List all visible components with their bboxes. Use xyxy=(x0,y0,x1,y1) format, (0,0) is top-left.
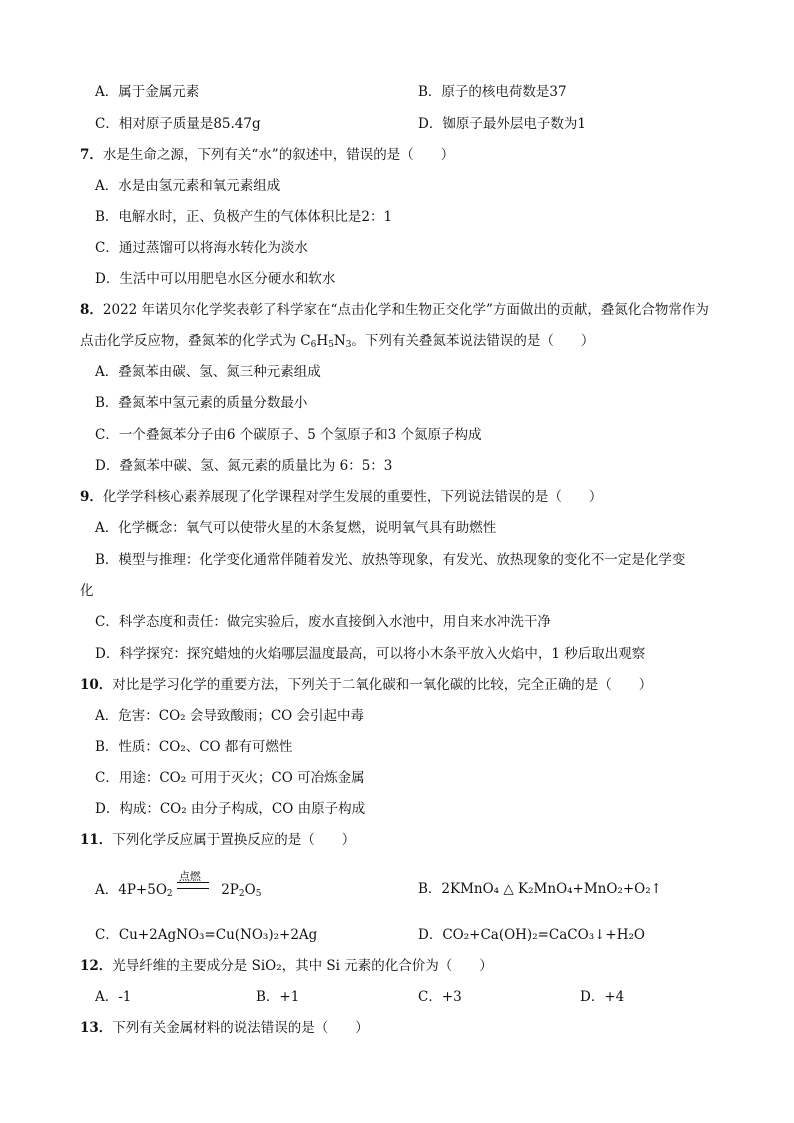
q11-number: 11． xyxy=(80,832,113,848)
q11-a-product-sub2: 5 xyxy=(255,889,262,899)
q10-number: 10． xyxy=(80,677,113,693)
q9-stem xyxy=(80,488,602,506)
q12-option-b: B．+1 xyxy=(256,989,300,1005)
q7-number: 7． xyxy=(80,147,103,163)
q8-option-b: B．叠氮苯中氢元素的质量分数最小 xyxy=(95,395,308,411)
q9-option-c: C．科学态度和责任：做完实验后，废水直接倒入水池中，用自来水冲洗干净 xyxy=(95,614,551,630)
q7-stem-text: 水是生命之源，下列有关“水”的叙述中，错误的是（ ） xyxy=(102,147,455,163)
q12-number: 12． xyxy=(80,958,113,974)
q12-stem xyxy=(80,957,493,975)
q10-stem-text: 对比是学习化学的重要方法，下列关于二氧化碳和一氧化碳的比较，完全正确的是（ ） xyxy=(112,677,653,693)
q8-stem-text2a: 点击化学反应物，叠氮苯的化学式为 C xyxy=(80,333,311,349)
q8-option-c: C．一个叠氮苯分子由6 个碳原子、5 个氢原子和3 个氮原子构成 xyxy=(95,427,482,443)
q9-option-d: D．科学探究：探究蜡烛的火焰哪层温度最高，可以将小木条平放入火焰中，1 秒后取出观察 xyxy=(95,646,646,662)
q8-option-a: A．叠氮苯由碳、氢、氮三种元素组成 xyxy=(95,364,321,380)
q8-stem-text2b: 。下列有关叠氮苯说法错误的是（ ） xyxy=(351,333,595,349)
q8-formula-n: N xyxy=(333,333,346,349)
q10-stem xyxy=(80,676,652,694)
q11-a-condition-arrow xyxy=(177,870,217,894)
q6-option-b: B．原子的核电荷数是37 xyxy=(418,84,567,100)
q10-option-d: D．构成：CO₂ 由分子构成，CO 由原子构成 xyxy=(95,801,366,817)
q11-a-product: 2P xyxy=(221,882,239,898)
q11-option-a xyxy=(95,870,262,899)
q11-option-d: D．CO₂+Ca(OH)₂=CaCO₃↓+H₂O xyxy=(418,927,645,943)
q13-stem xyxy=(80,1019,369,1037)
q11-a-sub: 2 xyxy=(166,889,173,899)
q11-a-reactants: A．4P+5O xyxy=(95,882,167,898)
q12-option-c: C．+3 xyxy=(418,989,462,1005)
q6-option-a: A．属于金属元素 xyxy=(95,84,200,100)
q11-stem-text: 下列化学反应属于置换反应的是（ ） xyxy=(112,832,356,848)
q12-option-a: A．-1 xyxy=(95,989,132,1005)
q10-option-a: A．危害：CO₂ 会导致酸雨；CO 会引起中毒 xyxy=(95,708,365,724)
q11-stem xyxy=(80,831,355,849)
q9-number: 9． xyxy=(80,489,103,505)
q13-number: 13． xyxy=(80,1020,113,1036)
q9-option-b-line2: 化 xyxy=(80,583,94,599)
q8-stem-line1 xyxy=(80,301,709,319)
q8-stem-text1: 2022 年诺贝尔化学奖表彰了科学家在“点击化学和生物正交化学”方面做出的贡献，叠氮化合物常作为 xyxy=(102,302,709,318)
q7-option-a: A．水是由氢元素和氧元素组成 xyxy=(95,178,281,194)
q11-a-product-sub1: 2 xyxy=(238,889,245,899)
q12-stem-text: 光导纤维的主要成分是 SiO₂，其中 Si 元素的化合价为（ ） xyxy=(112,958,493,974)
q10-option-c: C．用途：CO₂ 可用于灭火；CO 可冶炼金属 xyxy=(95,770,365,786)
q8-stem-line2 xyxy=(80,332,594,350)
q11-option-b: B．2KMnO₄ △ K₂MnO₄+MnO₂+O₂↑ xyxy=(418,881,662,897)
q11-a-product-o: O xyxy=(244,882,256,898)
q9-stem-text: 化学学科核心素养展现了化学课程对学生发展的重要性，下列说法错误的是（ ） xyxy=(102,489,603,505)
q13-stem-text: 下列有关金属材料的说法错误的是（ ） xyxy=(112,1020,369,1036)
q8-sub-c: 6 xyxy=(310,340,317,350)
q9-option-a: A．化学概念：氧气可以使带火星的木条复燃，说明氧气具有助燃性 xyxy=(95,520,497,536)
q9-option-b-line1: B．模型与推理：化学变化通常伴随着发光、放热等现象，有发光、放热现象的变化不一定是化学变 xyxy=(95,552,686,568)
q11-option-c: C．Cu+2AgNO₃=Cu(NO₃)₂+2Ag xyxy=(95,927,318,943)
q11-a-equals-bar xyxy=(177,882,209,889)
q8-formula-h: H xyxy=(316,333,329,349)
q7-option-d: D．生活中可以用肥皂水区分硬水和软水 xyxy=(95,271,336,287)
q7-option-b: B．电解水时，正、负极产生的气体体积比是2：1 xyxy=(95,209,393,225)
q7-option-c: C．通过蒸馏可以将海水转化为淡水 xyxy=(95,240,308,256)
q10-option-b: B．性质：CO₂、CO 都有可燃性 xyxy=(95,739,293,755)
q12-option-d: D．+4 xyxy=(580,989,625,1005)
q8-sub-n: 3 xyxy=(345,340,352,350)
q7-stem xyxy=(80,146,454,164)
q8-number: 8． xyxy=(80,302,103,318)
q8-option-d: D．叠氮苯中碳、氢、氮元素的质量比为 6：5：3 xyxy=(95,458,393,474)
q6-option-d: D．铷原子最外层电子数为1 xyxy=(418,116,586,132)
q11-a-condition: 点燃 xyxy=(178,870,201,883)
q8-sub-h: 5 xyxy=(328,340,334,350)
q6-option-c: C．相对原子质量是85.47g xyxy=(95,116,261,132)
